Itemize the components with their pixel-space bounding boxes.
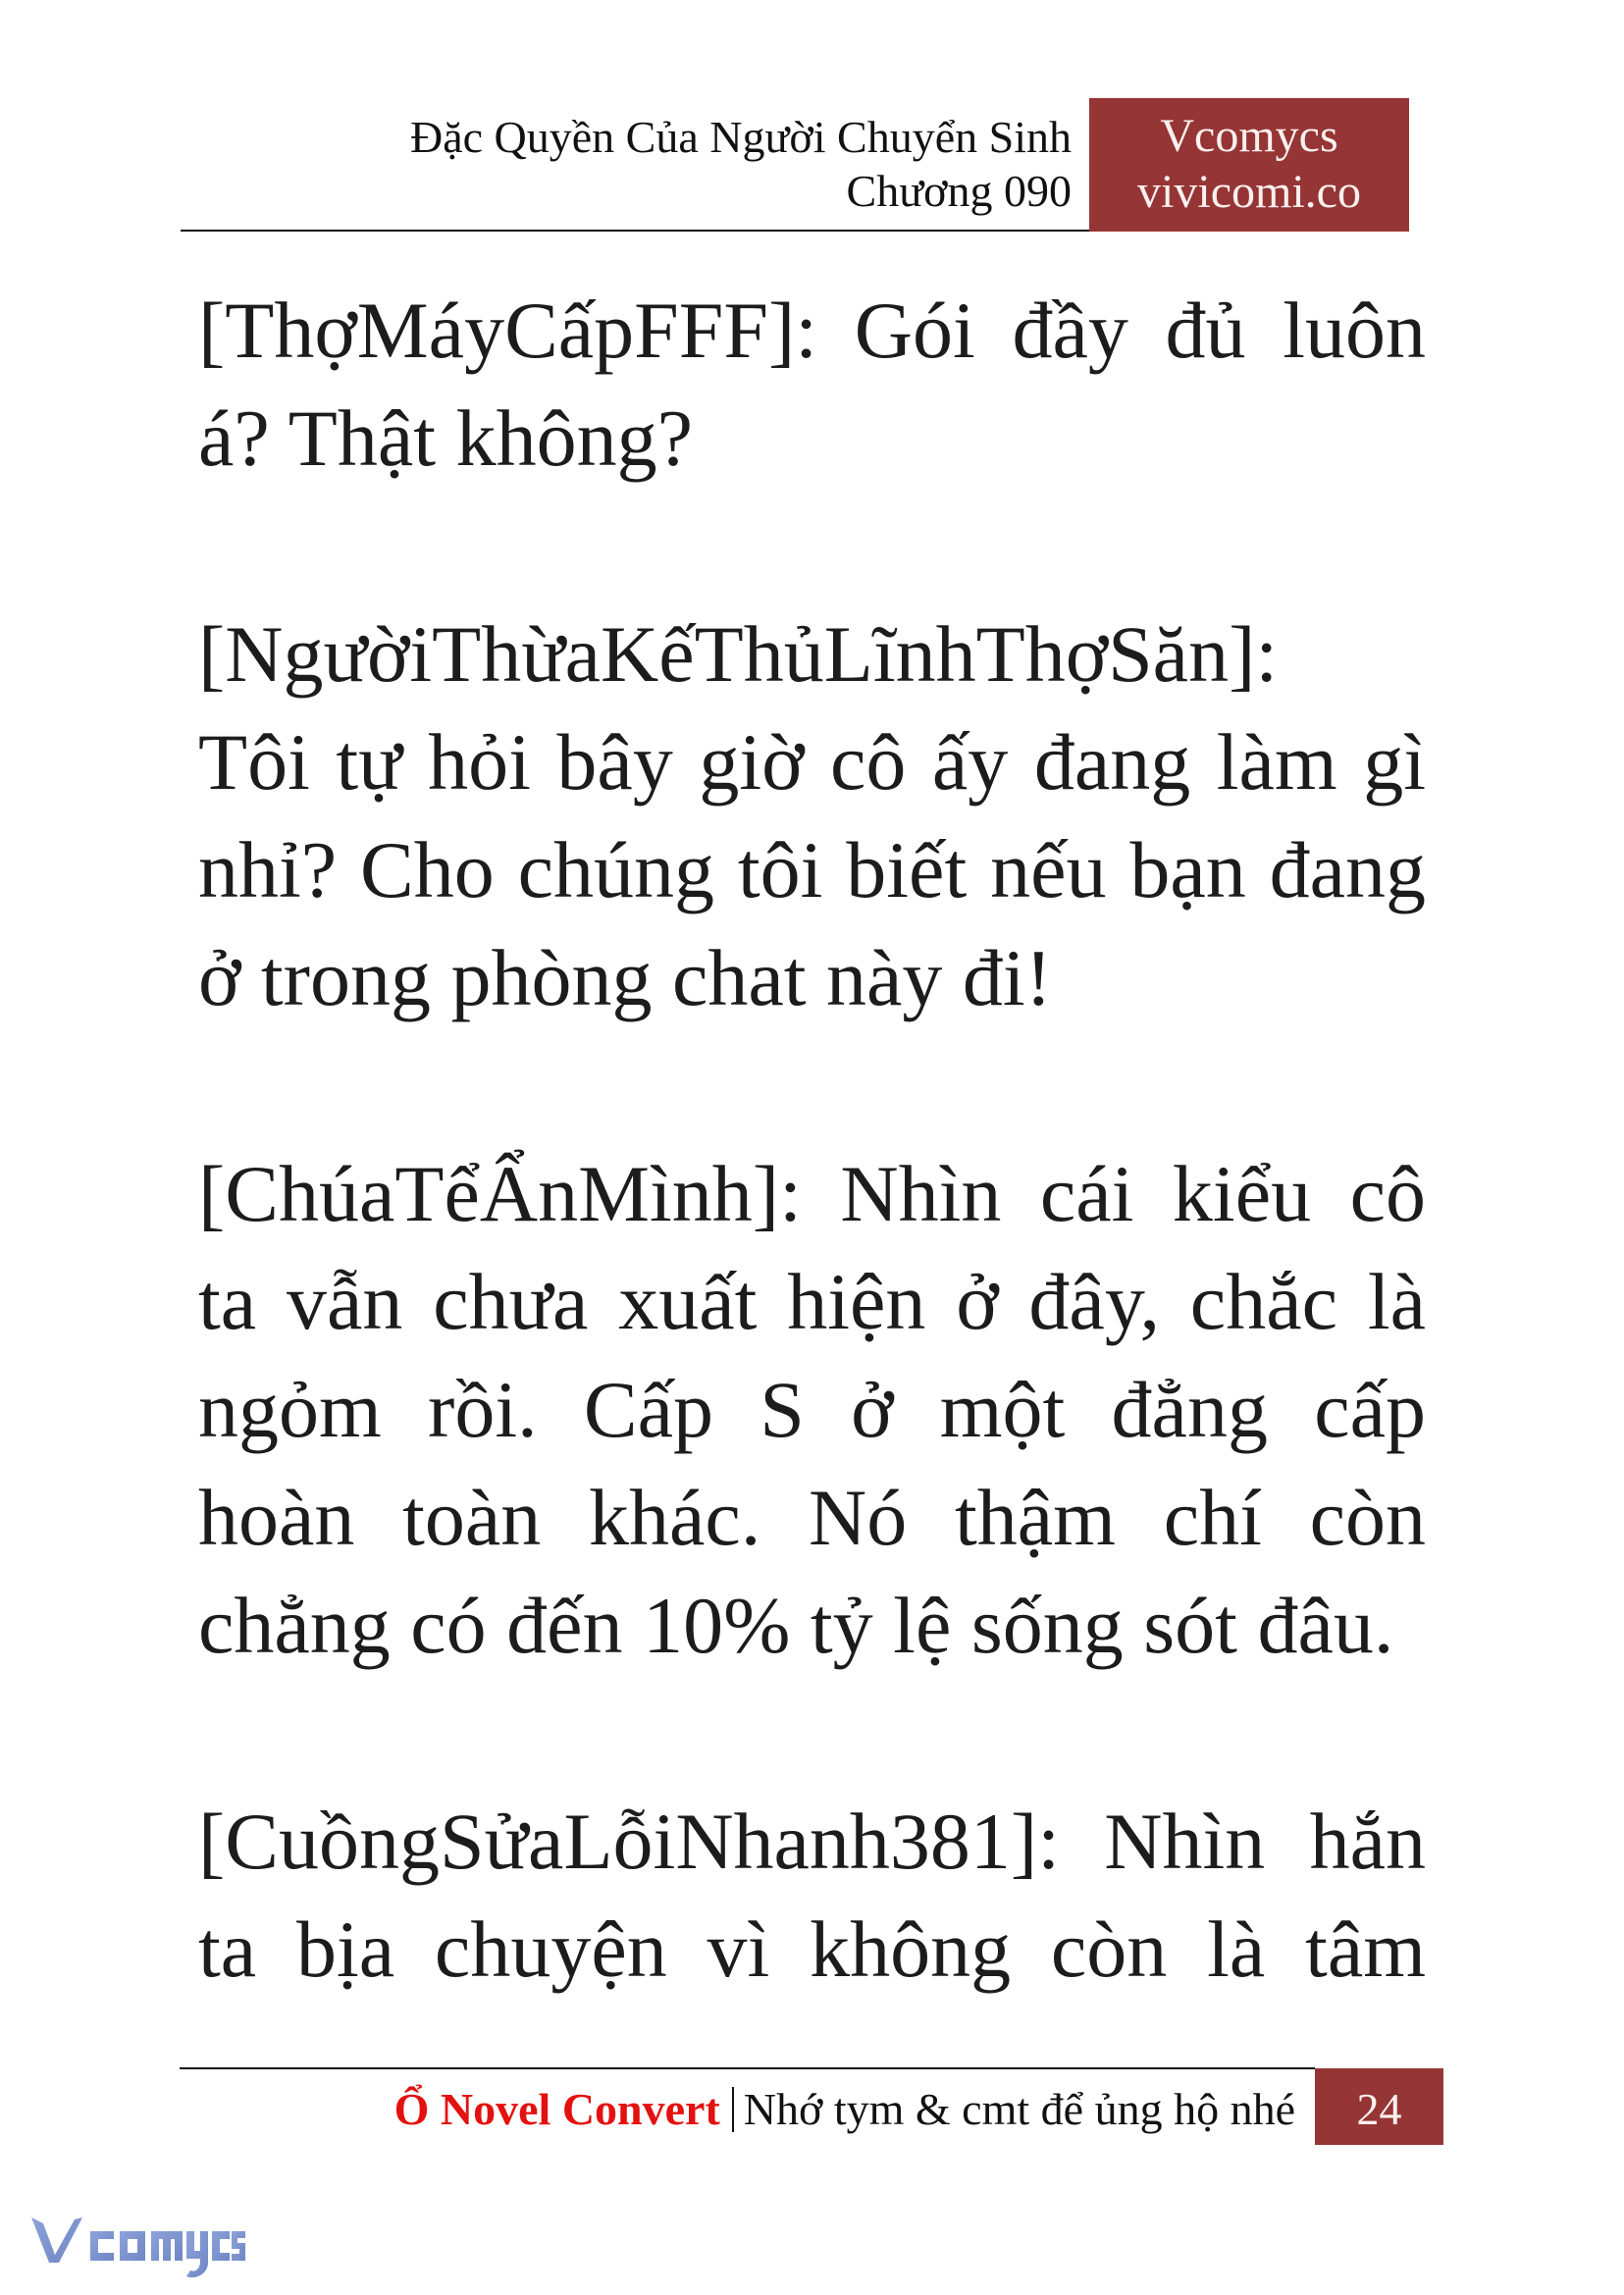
body-line: á? Thật không? [198,393,693,483]
body-line: ta vẫn chưa xuất hiện ở đây, chắc là [198,1257,1426,1346]
footer-divider [180,2067,1315,2069]
body-line: hoàn toàn khác. Nó thậm chí còn [198,1473,1426,1562]
footer-text [294,2082,1295,2136]
body-line: Tôi tự hỏi bây giờ cô ấy đang làm gì [198,717,1426,807]
body-line: ở trong phòng chat này đi! [198,933,1053,1022]
body-line: [ChúaTểẨnMình]: Nhìn cái kiểu cô [198,1149,1426,1238]
body-line: [CuồngSửaLỗiNhanh381]: Nhìn hắn [198,1797,1426,1886]
chapter-label: Chương 090 [846,166,1072,216]
brand-url: vivicomi.co [1137,166,1361,218]
body-line: nhỉ? Cho chúng tôi biết nếu bạn đang [198,825,1426,914]
vcomycs-logo-icon [29,2216,245,2286]
footer-brand: Ổ Novel Convert [393,2084,720,2134]
body-line: [ThợMáyCấpFFF]: Gói đầy đủ luôn [198,286,1426,375]
page-number: 24 [1356,2084,1402,2134]
body-line: ta bịa chuyện vì không còn là tâm [198,1904,1426,1994]
footer-message: Nhớ tym & cmt để ủng hộ nhé [743,2084,1295,2134]
header-divider [181,230,1089,232]
book-title: Đặc Quyền Của Người Chuyển Sinh [409,112,1072,162]
body-line: chẳng có đến 10% tỷ lệ sống sót đâu. [198,1581,1394,1670]
brand-name: Vcomycs [1160,110,1338,162]
footer-separator [732,2087,734,2132]
vcomycs-watermark-logo [29,2216,245,2286]
body-line: [NgườiThừaKếThủLĩnhThợSăn]: [198,609,1279,699]
body-line: ngỏm rồi. Cấp S ở một đẳng cấp [198,1365,1426,1454]
